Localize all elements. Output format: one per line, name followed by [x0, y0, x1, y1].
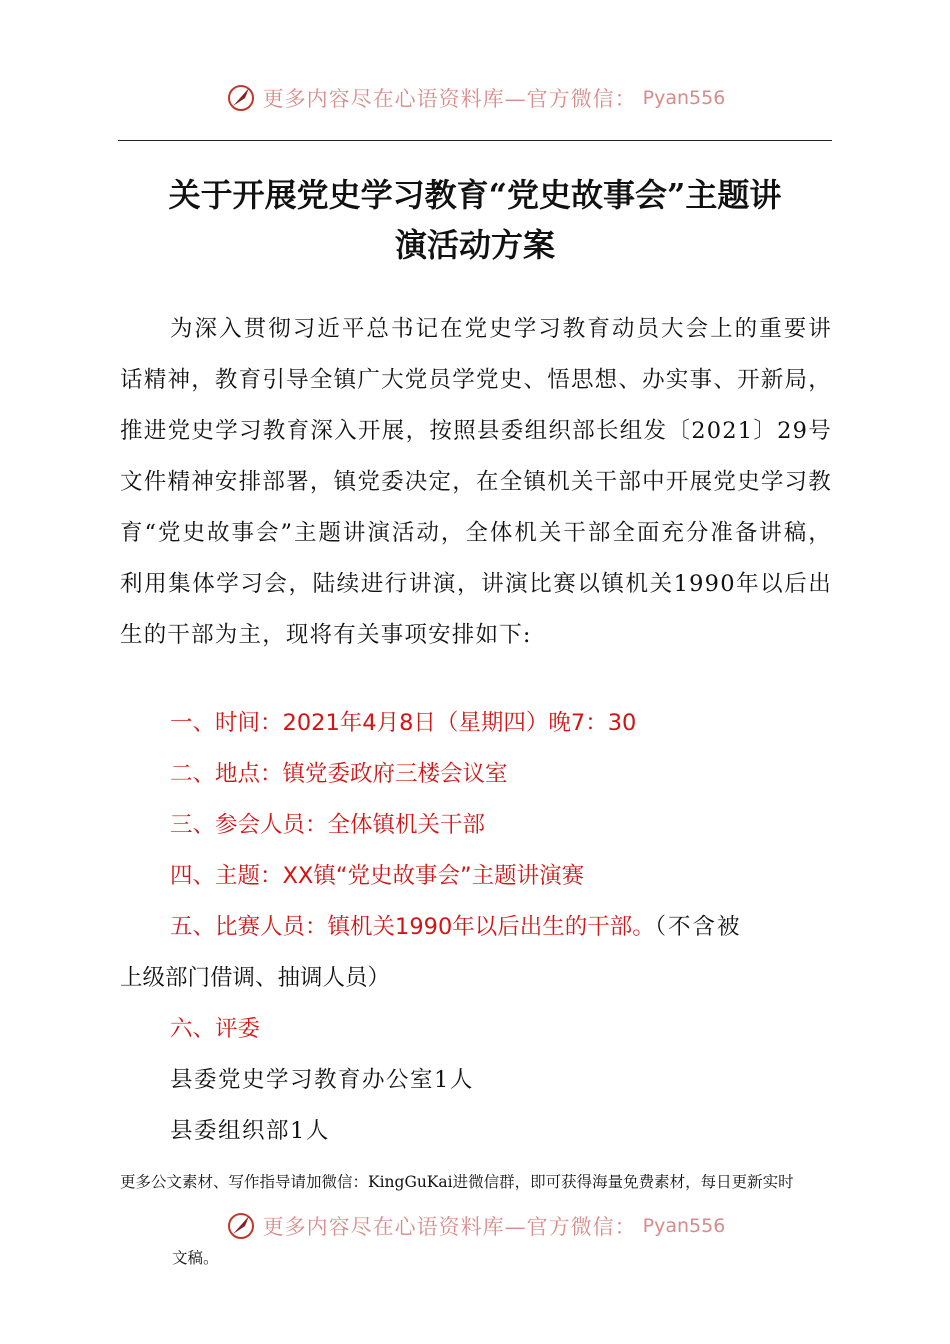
header-watermark-banner	[0, 82, 950, 114]
item-attendees: 三、参会人员：全体镇机关干部	[170, 812, 486, 838]
title-line-2: 演活动方案	[394, 226, 555, 264]
footer-watermark-banner	[0, 1210, 950, 1242]
footer-banner-id: Pyan556	[642, 1215, 726, 1237]
item-judges-heading: 六、评委	[170, 1016, 261, 1042]
item-participants-note-cont: 上级部门借调、抽调人员）	[120, 965, 391, 991]
quill-logo-icon	[225, 1210, 257, 1242]
intro-paragraph: 为深入贯彻习近平总书记在党史学习教育动员大会上的重要讲话精神，教育引导全镇广大党员学党史、悟思想、办实事、开新局，推进党史学习教育深入开展，按照县委组织部长组发〔2021〕29号文件精神安排部署，镇党委决定，在全镇机关干部中开展党史学习教育“党史故事会”主题讲演活动，全体机关干部全面充分准备讲稿，利用集体学习会，陆续进行讲演，讲演比赛以镇机关1990年以后出生的干部为主，现将有关事项安排如下:	[120, 316, 832, 648]
header-banner-id: Pyan556	[642, 87, 726, 109]
item-time: 一、时间：2021年4月8日（星期四）晚7：30	[170, 710, 637, 736]
quill-logo-icon	[225, 82, 257, 114]
title-line-1: 关于开展党史学习教育“党史故事会”主题讲	[168, 176, 782, 214]
item-participants-heading: 五、比赛人员：镇机关1990年以后出生的干部。	[170, 914, 655, 940]
document-title	[110, 170, 840, 270]
header-banner-text: 更多内容尽在心语资料库—官方微信：	[262, 87, 637, 111]
footer-tail: 文稿。	[172, 1249, 219, 1267]
header-divider	[118, 140, 832, 141]
footer-banner-text: 更多内容尽在心语资料库—官方微信：	[262, 1215, 637, 1239]
item-location: 二、地点：镇党委政府三楼会议室	[170, 761, 508, 787]
item-participants-note: （不含被	[654, 914, 742, 940]
judge-member-1: 县委党史学习教育办公室1人	[170, 1067, 474, 1093]
judge-member-2: 县委组织部1人	[170, 1118, 330, 1144]
footer-note: 更多公文素材、写作指导请加微信：KingGuKai进微信群，即可获得海量免费素材，每日更新实时	[120, 1173, 794, 1191]
item-theme: 四、主题：XX镇“党史故事会”主题讲演赛	[170, 863, 585, 889]
item-participants	[120, 902, 882, 953]
